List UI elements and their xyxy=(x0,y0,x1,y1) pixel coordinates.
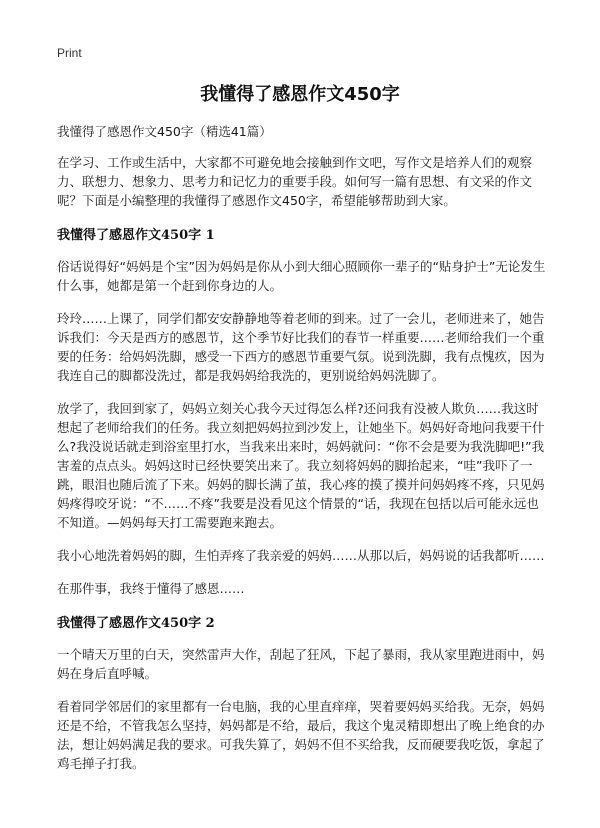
section-heading: 我懂得了感恩作文450字 2 xyxy=(57,616,215,631)
page-title: 我懂得了感恩作文450字 xyxy=(200,84,400,105)
intro-paragraph: 在学习、工作或生活中，大家都不可避免地会接触到作文吧，写作文是培养人们的观察力、联想力、想象力、思考力和记忆力的重要手段。如何写一篇有思想、有文采的作文呢？下面是小编整理的我懂得了感恩作文450字，希望能够帮助到大家。 xyxy=(57,155,533,208)
article-subtitle: 我懂得了感恩作文450字（精选41篇） xyxy=(57,124,272,139)
paragraph: 俗话说得好“妈妈是个宝”因为妈妈是你从小到大细心照顾你一辈子的“贴身护士”无论发生什么事，她都是第一个赶到你身边的人。 xyxy=(57,259,546,293)
paragraph: 玲玲……上课了，同学们都安安静静地等着老师的到来。过了一会儿，老师进来了，她告诉我们：今天是西方的感恩节，这个季节好比我们的春节一样重要……老师给我们一个重要的任务：给妈妈洗脚，感受一下西方的感恩节重要气氛。说到洗脚，我有点愧疚，因为我连自己的脚都没洗过，都是我妈妈给我洗的，更别说给妈妈洗脚了。 xyxy=(57,311,545,383)
article-body xyxy=(57,122,550,787)
section-heading: 我懂得了感恩作文450字 1 xyxy=(57,228,215,243)
paragraph: 我小心地洗着妈妈的脚，生怕弄疼了我亲爱的妈妈……从那以后，妈妈说的话我都听…… xyxy=(57,548,545,563)
paragraph: 一个晴天万里的白天，突然雷声大作，刮起了狂风，下起了暴雨，我从家里跑进雨中，妈妈在身后直呼喊。 xyxy=(57,647,545,681)
paragraph: 看着同学邻居们的家里都有一台电脑，我的心里直痒痒，哭着要妈妈买给我。无奈，妈妈还是不给，不管我怎么坚持，妈妈都是不给，最后，我这个鬼灵精即想出了晚上绝食的办法，想让妈妈满足我的要求。可我失算了，妈妈不但不买给我，反而硬要我吃饭，拿起了鸡毛掸子打我。 xyxy=(57,699,545,771)
print-link[interactable]: Print xyxy=(57,46,82,60)
paragraph: 在那件事，我终于懂得了感恩…… xyxy=(57,581,245,596)
paragraph: 放学了，我回到家了，妈妈立刻关心我今天过得怎么样?还问我有没被人欺负……我这时想起了老师给我们的任务。我立刻把妈妈拉到沙发上，让她坐下。妈妈好奇地问我要干什么?我没说话就走到浴室里打水，当我来出来时，妈妈就问：“你不会是要为我洗脚吧!”我害羞的点点头。妈妈这时已经快要笑出来了。我立刻将妈妈的脚抬起来，“哇”我吓了一跳，眼泪也随后流了下来。妈妈的脚长满了茧，我心疼的摸了摸并问妈妈疼不疼，只见妈妈疼得咬牙说：“不……不疼”我要是没看见这个情景的“话，我现在包括以后可能永远也不知道。—妈妈每天打工需要跑来跑去。 xyxy=(57,401,545,530)
